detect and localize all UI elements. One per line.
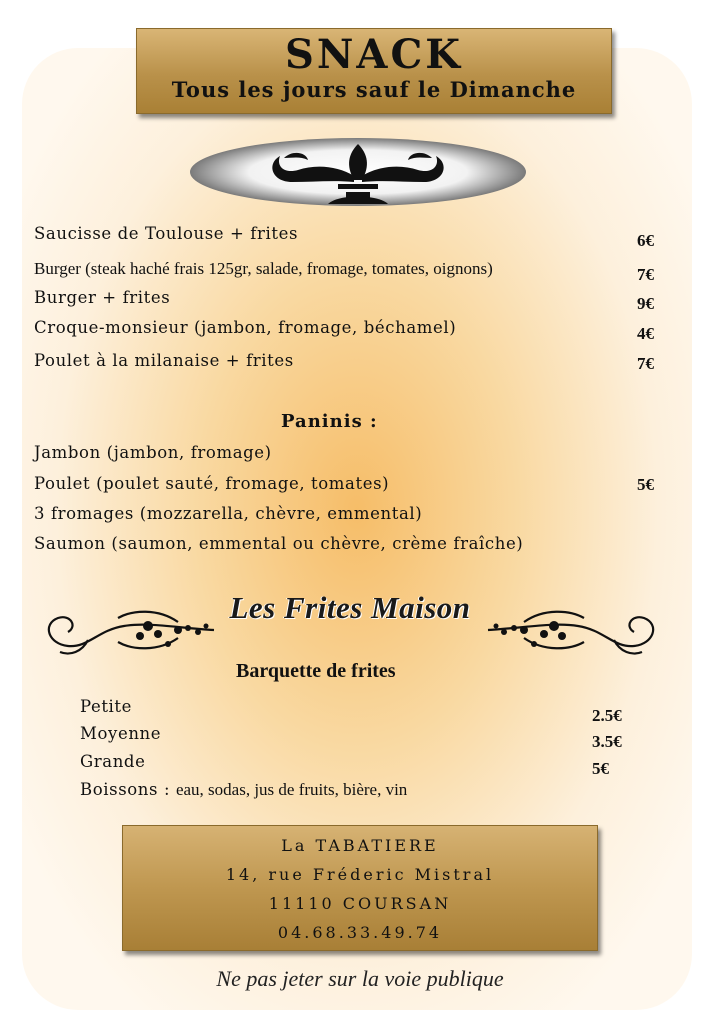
left-swirl-ornament — [28, 600, 218, 660]
snack-item-label: Saucisse de Toulouse + frites — [34, 224, 299, 243]
menu-title: SNACK — [284, 31, 464, 78]
shop-phone: 04.68.33.49.74 — [277, 923, 443, 942]
disposal-notice: Ne pas jeter sur la voie publique — [216, 966, 504, 991]
frites-size-price: 3.5€ — [592, 732, 622, 751]
frites-title: Les Frites Maison — [229, 590, 471, 625]
snack-item-label: Poulet à la milanaise + frites — [34, 351, 294, 370]
drinks-prefix: Boissons : — [80, 780, 171, 799]
snack-item-label: Burger + frites — [34, 288, 171, 307]
frites-size-price: 5€ — [592, 759, 609, 778]
frites-size-label: Moyenne — [80, 724, 162, 743]
frites-size-price: 2.5€ — [592, 706, 622, 725]
panini-item: Jambon (jambon, fromage) — [34, 443, 272, 462]
address-box — [122, 825, 598, 951]
panini-price: 5€ — [637, 475, 654, 494]
panini-item: Poulet (poulet sauté, fromage, tomates) — [34, 474, 390, 493]
snack-item-price: 7€ — [637, 265, 654, 284]
frites-size-label: Grande — [80, 752, 146, 771]
drinks-line — [80, 779, 407, 801]
frites-size-label: Petite — [80, 697, 133, 716]
panini-item: 3 fromages (mozzarella, chèvre, emmental) — [34, 504, 423, 523]
shop-city: 11110 COURSAN — [268, 894, 452, 913]
snack-item-label: Burger (steak haché frais 125gr, salade, fromage, tomates, oignons) — [34, 259, 493, 278]
shop-street: 14, rue Fréderic Mistral — [225, 865, 495, 884]
shop-name: La TABATIERE — [281, 836, 439, 855]
header-banner — [136, 28, 612, 114]
snack-item-price: 9€ — [637, 294, 654, 313]
snack-item-price: 6€ — [637, 231, 654, 250]
right-swirl-ornament — [484, 600, 674, 660]
drinks-list: eau, sodas, jus de fruits, bière, vin — [175, 780, 408, 799]
menu-subtitle: Tous les jours sauf le Dimanche — [171, 77, 577, 102]
paninis-heading: Paninis : — [281, 411, 378, 432]
panini-item: Saumon (saumon, emmental ou chèvre, crème fraîche) — [34, 534, 524, 553]
snack-item-price: 4€ — [637, 324, 654, 343]
snack-item-label: Croque-monsieur (jambon, fromage, béchamel) — [34, 318, 457, 337]
frites-subheading: Barquette de frites — [236, 660, 396, 682]
fleur-de-lis-ornament — [188, 136, 528, 216]
snack-item-price: 7€ — [637, 354, 654, 373]
